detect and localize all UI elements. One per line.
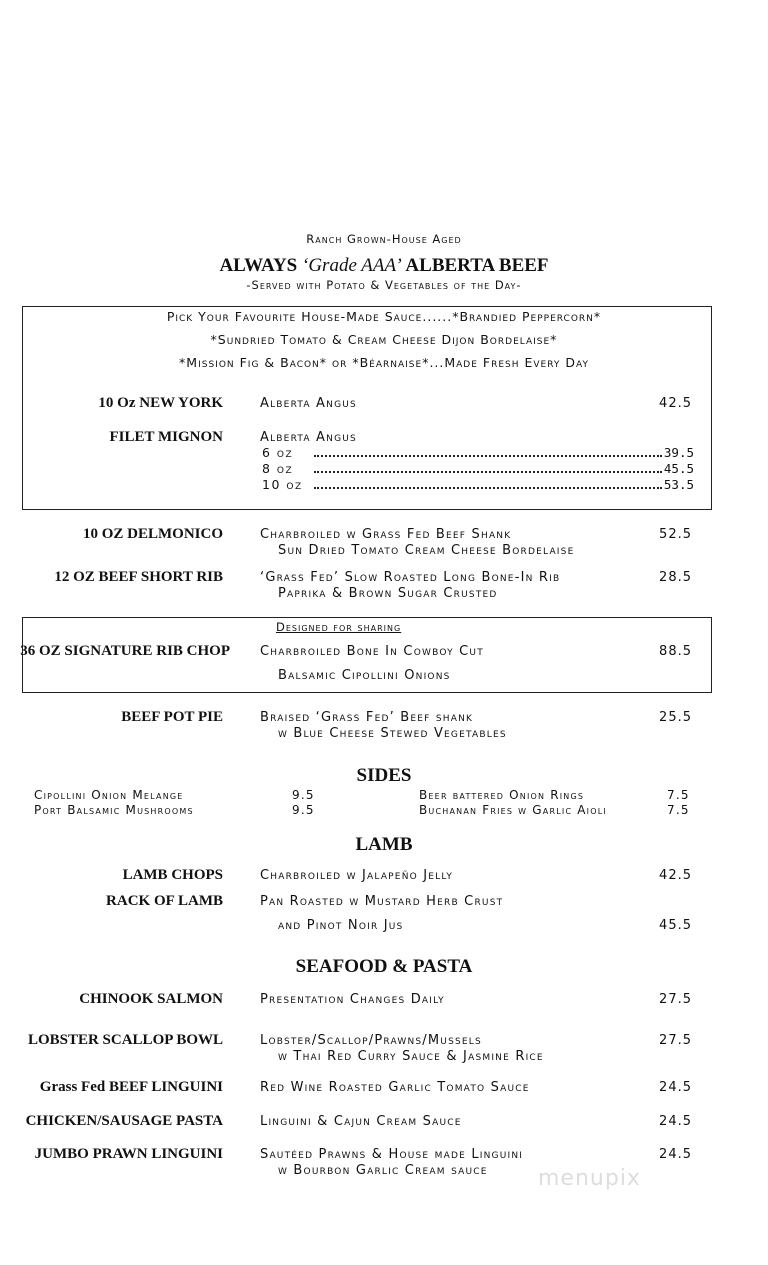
pot-pie-price: 25.5 [659, 710, 692, 725]
side-item: Buchanan Fries w Garlic Aioli [419, 803, 607, 817]
lamb-chops-desc: Charbroiled w Jalapeño Jelly [260, 868, 454, 883]
rib-chop-desc: Charbroiled Bone In Cowboy Cut [260, 644, 484, 659]
title-pre: ALWAYS [219, 255, 302, 276]
side-price: 9.5 [292, 803, 315, 817]
seafood-item-desc-2: w Bourbon Garlic Cream sauce [278, 1163, 488, 1178]
seafood-item-price: 27.5 [659, 1033, 692, 1048]
filet-name: FILET MIGNON [109, 429, 223, 445]
filet-size: 6 oz [262, 445, 294, 460]
rack-of-lamb-name: RACK OF LAMB [106, 893, 223, 909]
rib-chop-name: 36 OZ SIGNATURE RIB CHOP [20, 643, 230, 659]
delmonico-name: 10 OZ DELMONICO [82, 526, 223, 542]
page-title [0, 255, 768, 277]
delmonico-desc-2: Sun Dried Tomato Cream Cheese Bordelaise [278, 543, 575, 558]
filet-size-price: 53.5 [663, 477, 694, 492]
filet-size-row [262, 477, 694, 492]
seafood-item-desc: Red Wine Roasted Garlic Tomato Sauce [260, 1080, 530, 1095]
subtitle: -Served with Potato & Vegetables of the Day- [246, 278, 522, 292]
pot-pie-desc-2: w Blue Cheese Stewed Vegetables [278, 726, 507, 741]
watermark: menupix [538, 1166, 641, 1191]
new-york-desc: Alberta Angus [260, 396, 357, 411]
side-item: Cipollini Onion Melange [34, 788, 184, 802]
filet-desc: Alberta Angus [260, 430, 357, 445]
side-price: 7.5 [667, 788, 690, 802]
seafood-item-name: LOBSTER SCALLOP BOWL [27, 1032, 223, 1048]
seafood-item-name: CHINOOK SALMON [79, 991, 223, 1007]
seafood-item-price: 24.5 [659, 1080, 692, 1095]
side-item: Port Balsamic Mushrooms [34, 803, 194, 817]
seafood-item-desc: Lobster/Scallop/Prawns/Mussels [260, 1033, 482, 1048]
sauce-line-3: *Mission Fig & Bacon* or *Béarnaise*...Made Fresh Every Day [179, 355, 589, 370]
filet-size: 10 oz [262, 477, 303, 492]
seafood-item-name: Grass Fed BEEF LINGUINI [39, 1079, 223, 1095]
short-rib-name: 12 OZ BEEF SHORT RIB [54, 569, 223, 585]
pot-pie-name: BEEF POT PIE [121, 709, 223, 725]
side-item: Beer battered Onion Rings [419, 788, 585, 802]
sharing-label: Designed for sharing [276, 620, 402, 634]
short-rib-desc-2: Paprika & Brown Sugar Crusted [278, 586, 498, 601]
seafood-item-name: JUMBO PRAWN LINGUINI [34, 1146, 223, 1162]
rib-chop-desc-2: Balsamic Cipollini Onions [278, 668, 451, 683]
filet-size-row [262, 461, 694, 476]
seafood-item-name: CHICKEN/SAUSAGE PASTA [25, 1113, 223, 1129]
new-york-price: 42.5 [659, 396, 692, 411]
seafood-title: SEAFOOD & PASTA [295, 956, 473, 977]
tagline: Ranch Grown-House Aged [306, 232, 462, 246]
filet-size-price: 39.5 [663, 445, 694, 460]
rack-of-lamb-desc: Pan Roasted w Mustard Herb Crust [260, 894, 504, 909]
seafood-item-desc: Linguini & Cajun Cream Sauce [260, 1114, 462, 1129]
seafood-item-price: 27.5 [659, 992, 692, 1007]
filet-size-row [262, 445, 694, 460]
new-york-name: 10 Oz NEW YORK [98, 395, 223, 411]
delmonico-price: 52.5 [659, 527, 692, 542]
filet-size: 8 oz [262, 461, 294, 476]
delmonico-desc: Charbroiled w Grass Fed Beef Shank [260, 527, 512, 542]
rack-of-lamb-desc-2: and Pinot Noir Jus [278, 918, 404, 933]
title-post: ALBERTA BEEF [401, 255, 549, 276]
pot-pie-desc: Braised ‘Grass Fed’ Beef shank [260, 710, 474, 725]
lamb-title: LAMB [355, 834, 413, 855]
side-price: 9.5 [292, 788, 315, 802]
side-price: 7.5 [667, 803, 690, 817]
sauce-line-2: *Sundried Tomato & Cream Cheese Dijon Bordelaise* [210, 332, 558, 347]
short-rib-desc: ‘Grass Fed’ Slow Roasted Long Bone-In Rib [260, 570, 561, 585]
seafood-item-desc: Presentation Changes Daily [260, 992, 445, 1007]
lamb-chops-price: 42.5 [659, 868, 692, 883]
title-grade: ‘Grade AAA’ [302, 255, 402, 276]
lamb-chops-name: LAMB CHOPS [122, 867, 223, 883]
rack-of-lamb-price: 45.5 [659, 918, 692, 933]
seafood-item-desc-2: w Thai Red Curry Sauce & Jasmine Rice [278, 1049, 544, 1064]
sides-title: SIDES [356, 765, 412, 786]
seafood-item-price: 24.5 [659, 1114, 692, 1129]
seafood-item-price: 24.5 [659, 1147, 692, 1162]
rib-chop-price: 88.5 [659, 644, 692, 659]
short-rib-price: 28.5 [659, 570, 692, 585]
sauce-line-1: Pick Your Favourite House-Made Sauce......*Brandied Peppercorn* [166, 309, 602, 324]
seafood-item-desc: Sautéed Prawns & House made Linguini [260, 1147, 524, 1162]
filet-size-price: 45.5 [663, 461, 694, 476]
